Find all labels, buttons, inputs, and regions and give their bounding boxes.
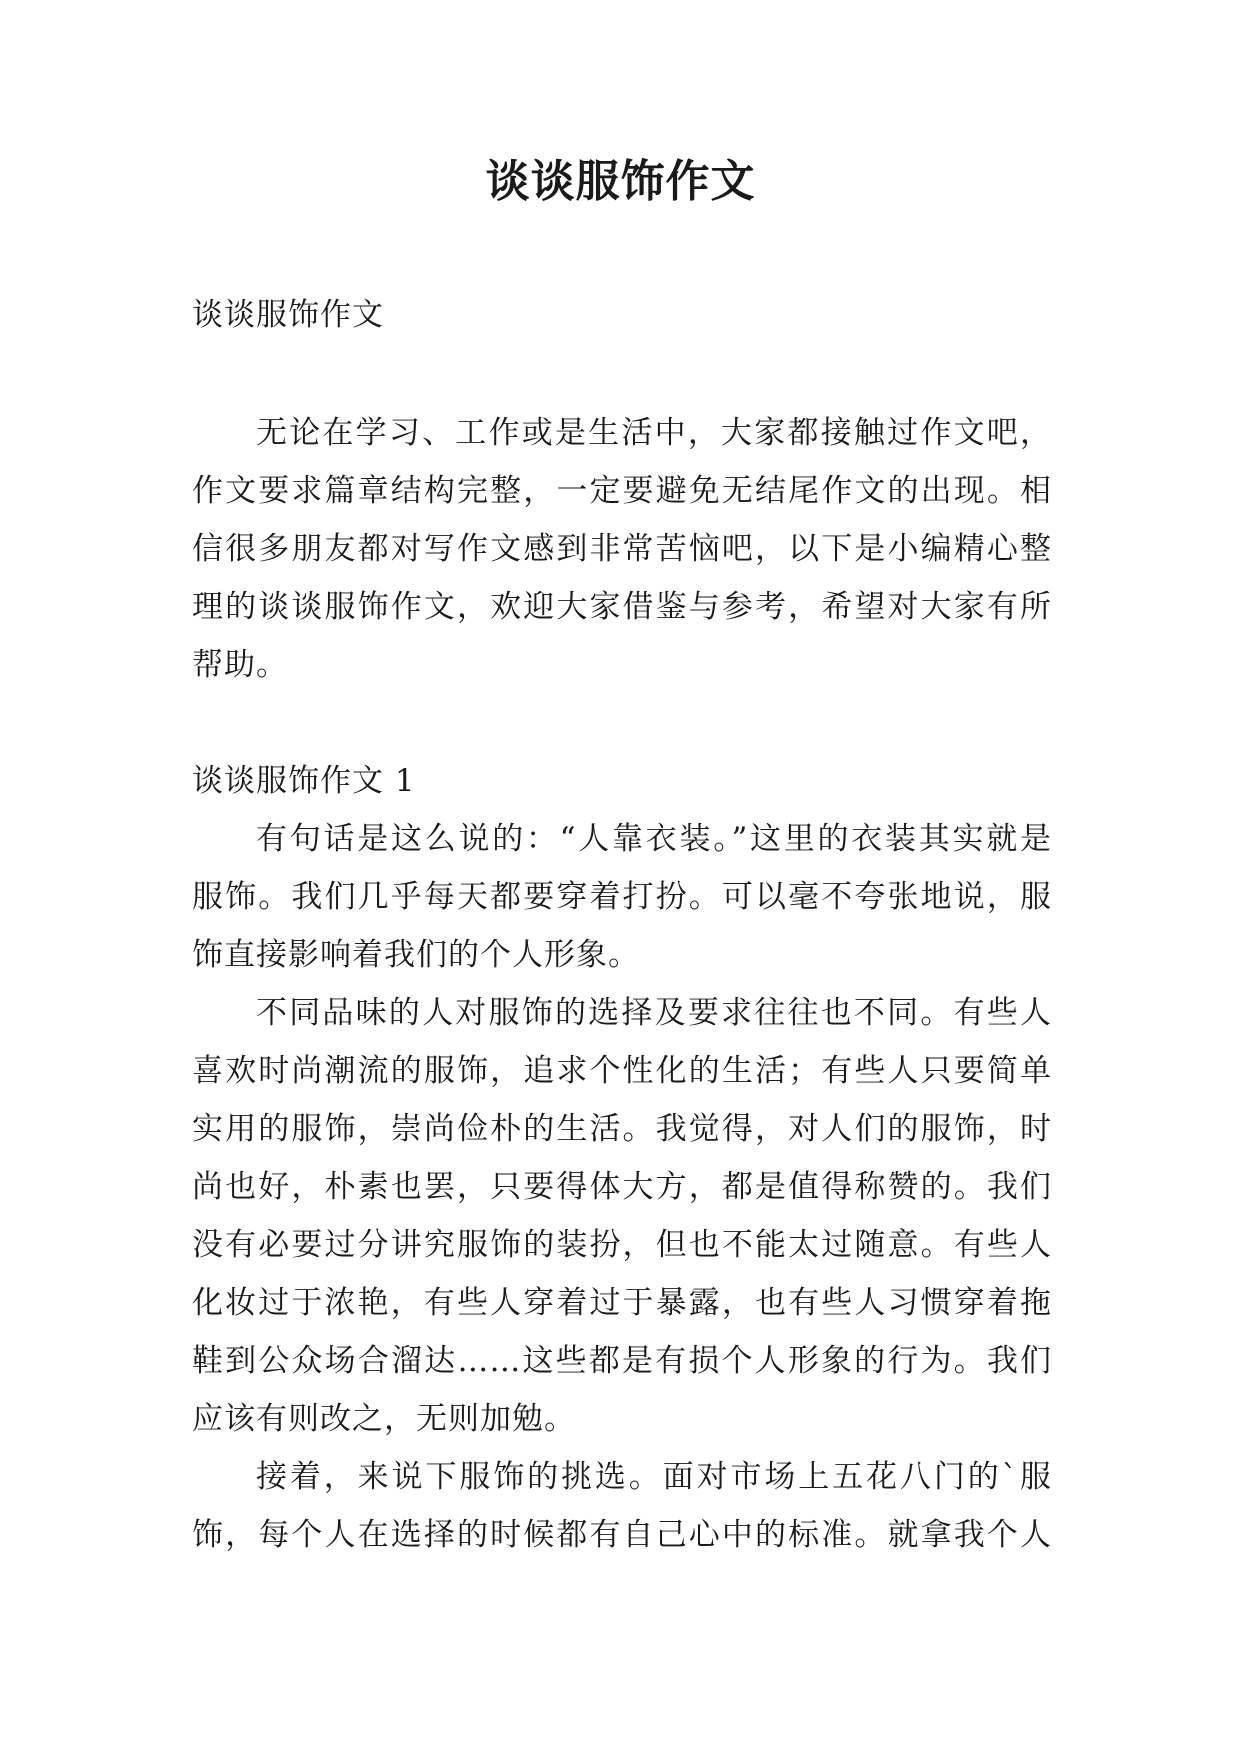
text-line: 有句话是这么说的：“人靠衣装。”这里的衣装其实就是 <box>256 821 1052 857</box>
subtitle: 谈谈服饰作文 <box>192 297 384 333</box>
paragraph-1 <box>192 810 1052 984</box>
text-line: 饰，每个人在选择的时候都有自己心中的标准。就拿我个人 <box>192 1517 1052 1553</box>
document-body <box>192 286 1052 1564</box>
text-line: 服饰。我们几乎每天都要穿着打扮。可以毫不夸张地说，服 <box>192 879 1052 915</box>
text-line: 作文要求篇章结构完整，一定要避免无结尾作文的出现。相 <box>192 473 1052 509</box>
section-heading: 谈谈服饰作文 1 <box>192 763 416 799</box>
text-line: 帮助。 <box>192 647 288 683</box>
text-line: 信很多朋友都对写作文感到非常苦恼吧，以下是小编精心整 <box>192 531 1052 567</box>
intro-paragraph <box>192 404 1052 694</box>
text-line: 接着，来说下服饰的挑选。面对市场上五花八门的`服 <box>256 1459 1052 1495</box>
text-line: 实用的服饰，崇尚俭朴的生活。我觉得，对人们的服饰，时 <box>192 1111 1052 1147</box>
text-line: 鞋到公众场合溜达……这些都是有损个人形象的行为。我们 <box>192 1343 1052 1379</box>
text-line: 喜欢时尚潮流的服饰，追求个性化的生活；有些人只要简单 <box>192 1053 1052 1089</box>
text-line: 应该有则改之，无则加勉。 <box>192 1401 576 1437</box>
text-line: 化妆过于浓艳，有些人穿着过于暴露，也有些人习惯穿着拖 <box>192 1285 1052 1321</box>
paragraph-2 <box>192 984 1052 1448</box>
text-line: 饰直接影响着我们的个人形象。 <box>192 937 640 973</box>
spacer <box>192 344 1052 404</box>
document-title: 谈谈服饰作文 <box>485 156 756 207</box>
paragraph-3 <box>192 1448 1052 1564</box>
text-line: 不同品味的人对服饰的选择及要求往往也不同。有些人 <box>256 995 1052 1031</box>
text-line: 没有必要过分讲究服饰的装扮，但也不能太过随意。有些人 <box>192 1227 1052 1263</box>
text-line: 理的谈谈服饰作文，欢迎大家借鉴与参考，希望对大家有所 <box>192 589 1052 625</box>
spacer <box>192 694 1052 752</box>
text-line: 无论在学习、工作或是生活中，大家都接触过作文吧， <box>256 415 1052 451</box>
text-line: 尚也好，朴素也罢，只要得体大方，都是值得称赞的。我们 <box>192 1169 1052 1205</box>
